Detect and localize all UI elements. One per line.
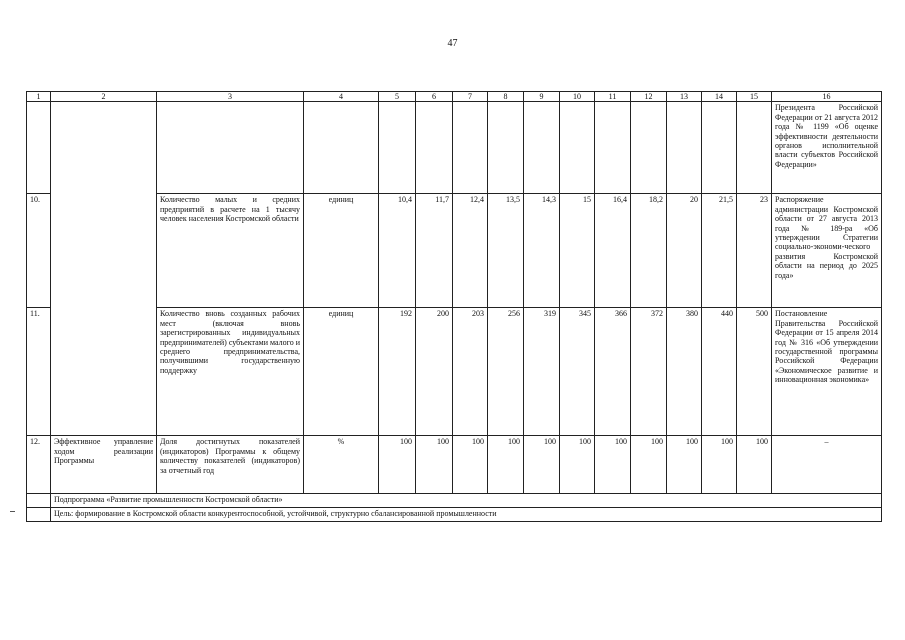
header-cell: 12 — [631, 92, 667, 102]
cell-value: 100 — [379, 436, 416, 494]
subprogram-title: Подпрограмма «Развитие промышленности Костромской области» — [51, 494, 882, 508]
cell-value: 345 — [560, 308, 595, 436]
cell-value: 100 — [737, 436, 772, 494]
header-cell: 9 — [524, 92, 560, 102]
cell-value: 366 — [595, 308, 631, 436]
cell-value: 20 — [667, 194, 702, 308]
subprogram-row — [27, 494, 882, 508]
cell-value: 15 — [560, 194, 595, 308]
table-row — [27, 436, 882, 494]
cell-value: 11,7 — [416, 194, 453, 308]
cell-num: 11. — [27, 308, 51, 436]
cell-value: 100 — [595, 436, 631, 494]
header-cell: 3 — [157, 92, 304, 102]
cell-indicator: Доля достигнутых показателей (индикаторов) Программы к общему количеству показателей (индикаторов) за отчетный год — [157, 436, 304, 494]
cell-value: 12,4 — [453, 194, 488, 308]
cell-value: 21,5 — [702, 194, 737, 308]
page-number: 47 — [447, 38, 458, 49]
header-cell: 14 — [702, 92, 737, 102]
cell-unit: единиц — [304, 308, 379, 436]
cell-value: 100 — [560, 436, 595, 494]
cell-indicator: Количество малых и средних предприятий в расчете на 1 тысячу человек населения Костромской области — [157, 194, 304, 308]
cell-num: 10. — [27, 194, 51, 308]
cell-basis: Постановление Правительства Российской Федерации от 15 апреля 2014 год № 316 «Об утверждении государственной программы Российской Федерации «Экономическое развитие и инновационная экономика» — [772, 308, 882, 436]
cell-basis: Распоряжение администрации Костромской области от 27 августа 2013 года № 189-ра «Об утверждении Стратегии социально-экономи-ческого развития Костромской области на период до 2025 года» — [772, 194, 882, 308]
margin-mark — [10, 511, 15, 512]
header-cell: 10 — [560, 92, 595, 102]
goal-row — [27, 508, 882, 522]
cell-value: 256 — [488, 308, 524, 436]
cell-value: 18,2 — [631, 194, 667, 308]
header-cell: 13 — [667, 92, 702, 102]
cell-unit: единиц — [304, 194, 379, 308]
table-row-continuation — [27, 102, 882, 194]
cell-indicator — [157, 102, 304, 194]
cell-value: 440 — [702, 308, 737, 436]
cell-unit — [304, 102, 379, 194]
cell-num: 12. — [27, 436, 51, 494]
header-cell: 5 — [379, 92, 416, 102]
cell-task-merged — [51, 102, 157, 436]
cell-num — [27, 102, 51, 194]
cell-value: 100 — [631, 436, 667, 494]
cell-unit: % — [304, 436, 379, 494]
cell-indicator: Количество вновь созданных рабочих мест (включая вновь зарегистрированных индивидуальных предпринимателей) субъектами малого и среднего предпринимательства, получившими государственную поддержку — [157, 308, 304, 436]
header-cell: 11 — [595, 92, 631, 102]
cell-value: 203 — [453, 308, 488, 436]
header-cell: 4 — [304, 92, 379, 102]
header-cell: 8 — [488, 92, 524, 102]
cell-basis: Президента Российской Федерации от 21 августа 2012 года № 1199 «Об оценке эффективности деятельности органов исполнительной власти субъектов Российской Федерации» — [772, 102, 882, 194]
cell-value: 13,5 — [488, 194, 524, 308]
header-cell: 16 — [772, 92, 882, 102]
cell-value: 100 — [702, 436, 737, 494]
cell-basis: – — [772, 436, 882, 494]
indicators-table — [26, 91, 882, 522]
cell-value: 200 — [416, 308, 453, 436]
cell-value: 372 — [631, 308, 667, 436]
cell-value: 100 — [416, 436, 453, 494]
goal-text: Цель: формирование в Костромской области конкурентоспособной, устойчивой, структурно сбалансированной промышленности — [51, 508, 882, 522]
cell-task: Эффективное управление ходом реализации Программы — [51, 436, 157, 494]
cell-value: 100 — [488, 436, 524, 494]
cell-value: 380 — [667, 308, 702, 436]
header-cell: 7 — [453, 92, 488, 102]
header-cell: 2 — [51, 92, 157, 102]
cell-value: 192 — [379, 308, 416, 436]
cell-value: 319 — [524, 308, 560, 436]
cell-value: 100 — [524, 436, 560, 494]
cell-value: 10,4 — [379, 194, 416, 308]
header-cell: 1 — [27, 92, 51, 102]
cell-value: 16,4 — [595, 194, 631, 308]
cell-value: 23 — [737, 194, 772, 308]
cell-value: 100 — [667, 436, 702, 494]
header-row — [27, 92, 882, 102]
cell-value: 500 — [737, 308, 772, 436]
cell-value: 14,3 — [524, 194, 560, 308]
cell-value: 100 — [453, 436, 488, 494]
header-cell: 15 — [737, 92, 772, 102]
header-cell: 6 — [416, 92, 453, 102]
